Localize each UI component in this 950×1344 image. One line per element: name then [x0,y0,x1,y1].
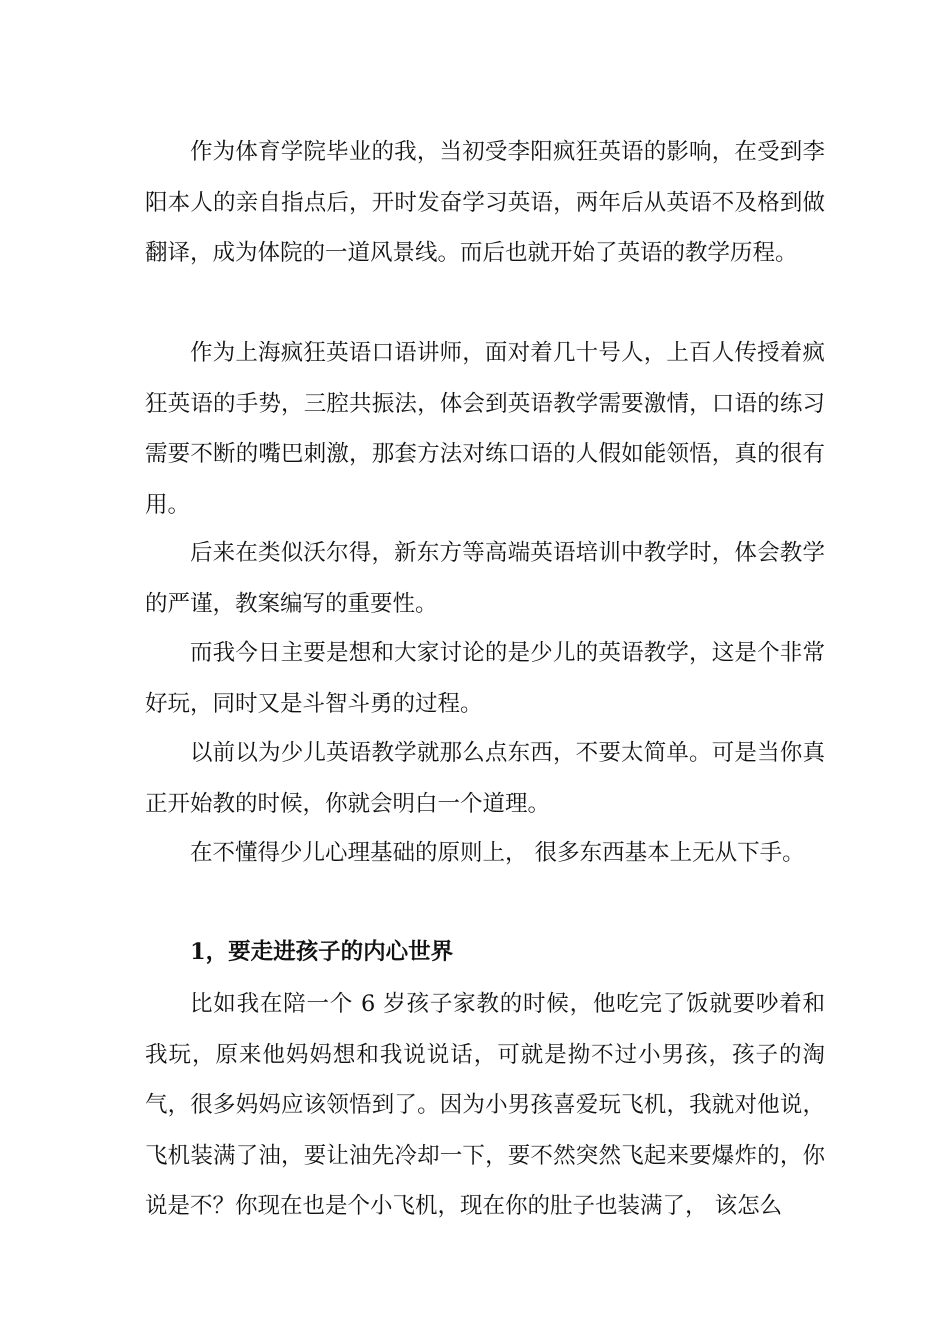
section-heading: 1，要走进孩子的内心世界 [190,939,454,965]
paragraph-realization: 以前以为少儿英语教学就那么点东西，不要太简单。可是当你真正开始教的时候，你就会明白一个道理。 [145,740,825,817]
paragraph-psychology: 在不懂得少儿心理基础的原则上， 很多东西基本上无从下手。 [190,840,805,866]
paragraph-intro: 作为体育学院毕业的我，当初受李阳疯狂英语的影响，在受到李阳本人的亲自指点后，开时发奋学习英语，两年后从英语不及格到做翻译，成为体院的一道风景线。而后也就开始了英语的教学历程。 [145,139,825,266]
paragraph-example: 比如我在陪一个 6 岁孩子家教的时候，他吃完了饭就要吵着和我玩，原来他妈妈想和我说说话，可就是拗不过小男孩，孩子的淘气，很多妈妈应该领悟到了。因为小男孩喜爱玩飞机，我就对他说，飞机装满了油，要让油先冷却一下，要不然突然飞起来要爆炸的，你说是不？你现在也是个小飞机，现在你的肚子也装满了， 该怎么 [145,991,825,1219]
paragraph-crazy-english: 作为上海疯狂英语口语讲师，面对着几十号人，上百人传授着疯狂英语的手势，三腔共振法，体会到英语教学需要激情，口语的练习需要不断的嘴巴刺激，那套方法对练口语的人假如能领悟，真的很有用。 [145,340,825,518]
paragraph-children-teaching: 而我今日主要是想和大家讨论的是少儿的英语教学，这是个非常好玩，同时又是斗智斗勇的过程。 [145,640,825,717]
paragraph-high-end-training: 后来在类似沃尔得，新东方等高端英语培训中教学时，体会教学的严谨，教案编写的重要性。 [145,540,825,617]
